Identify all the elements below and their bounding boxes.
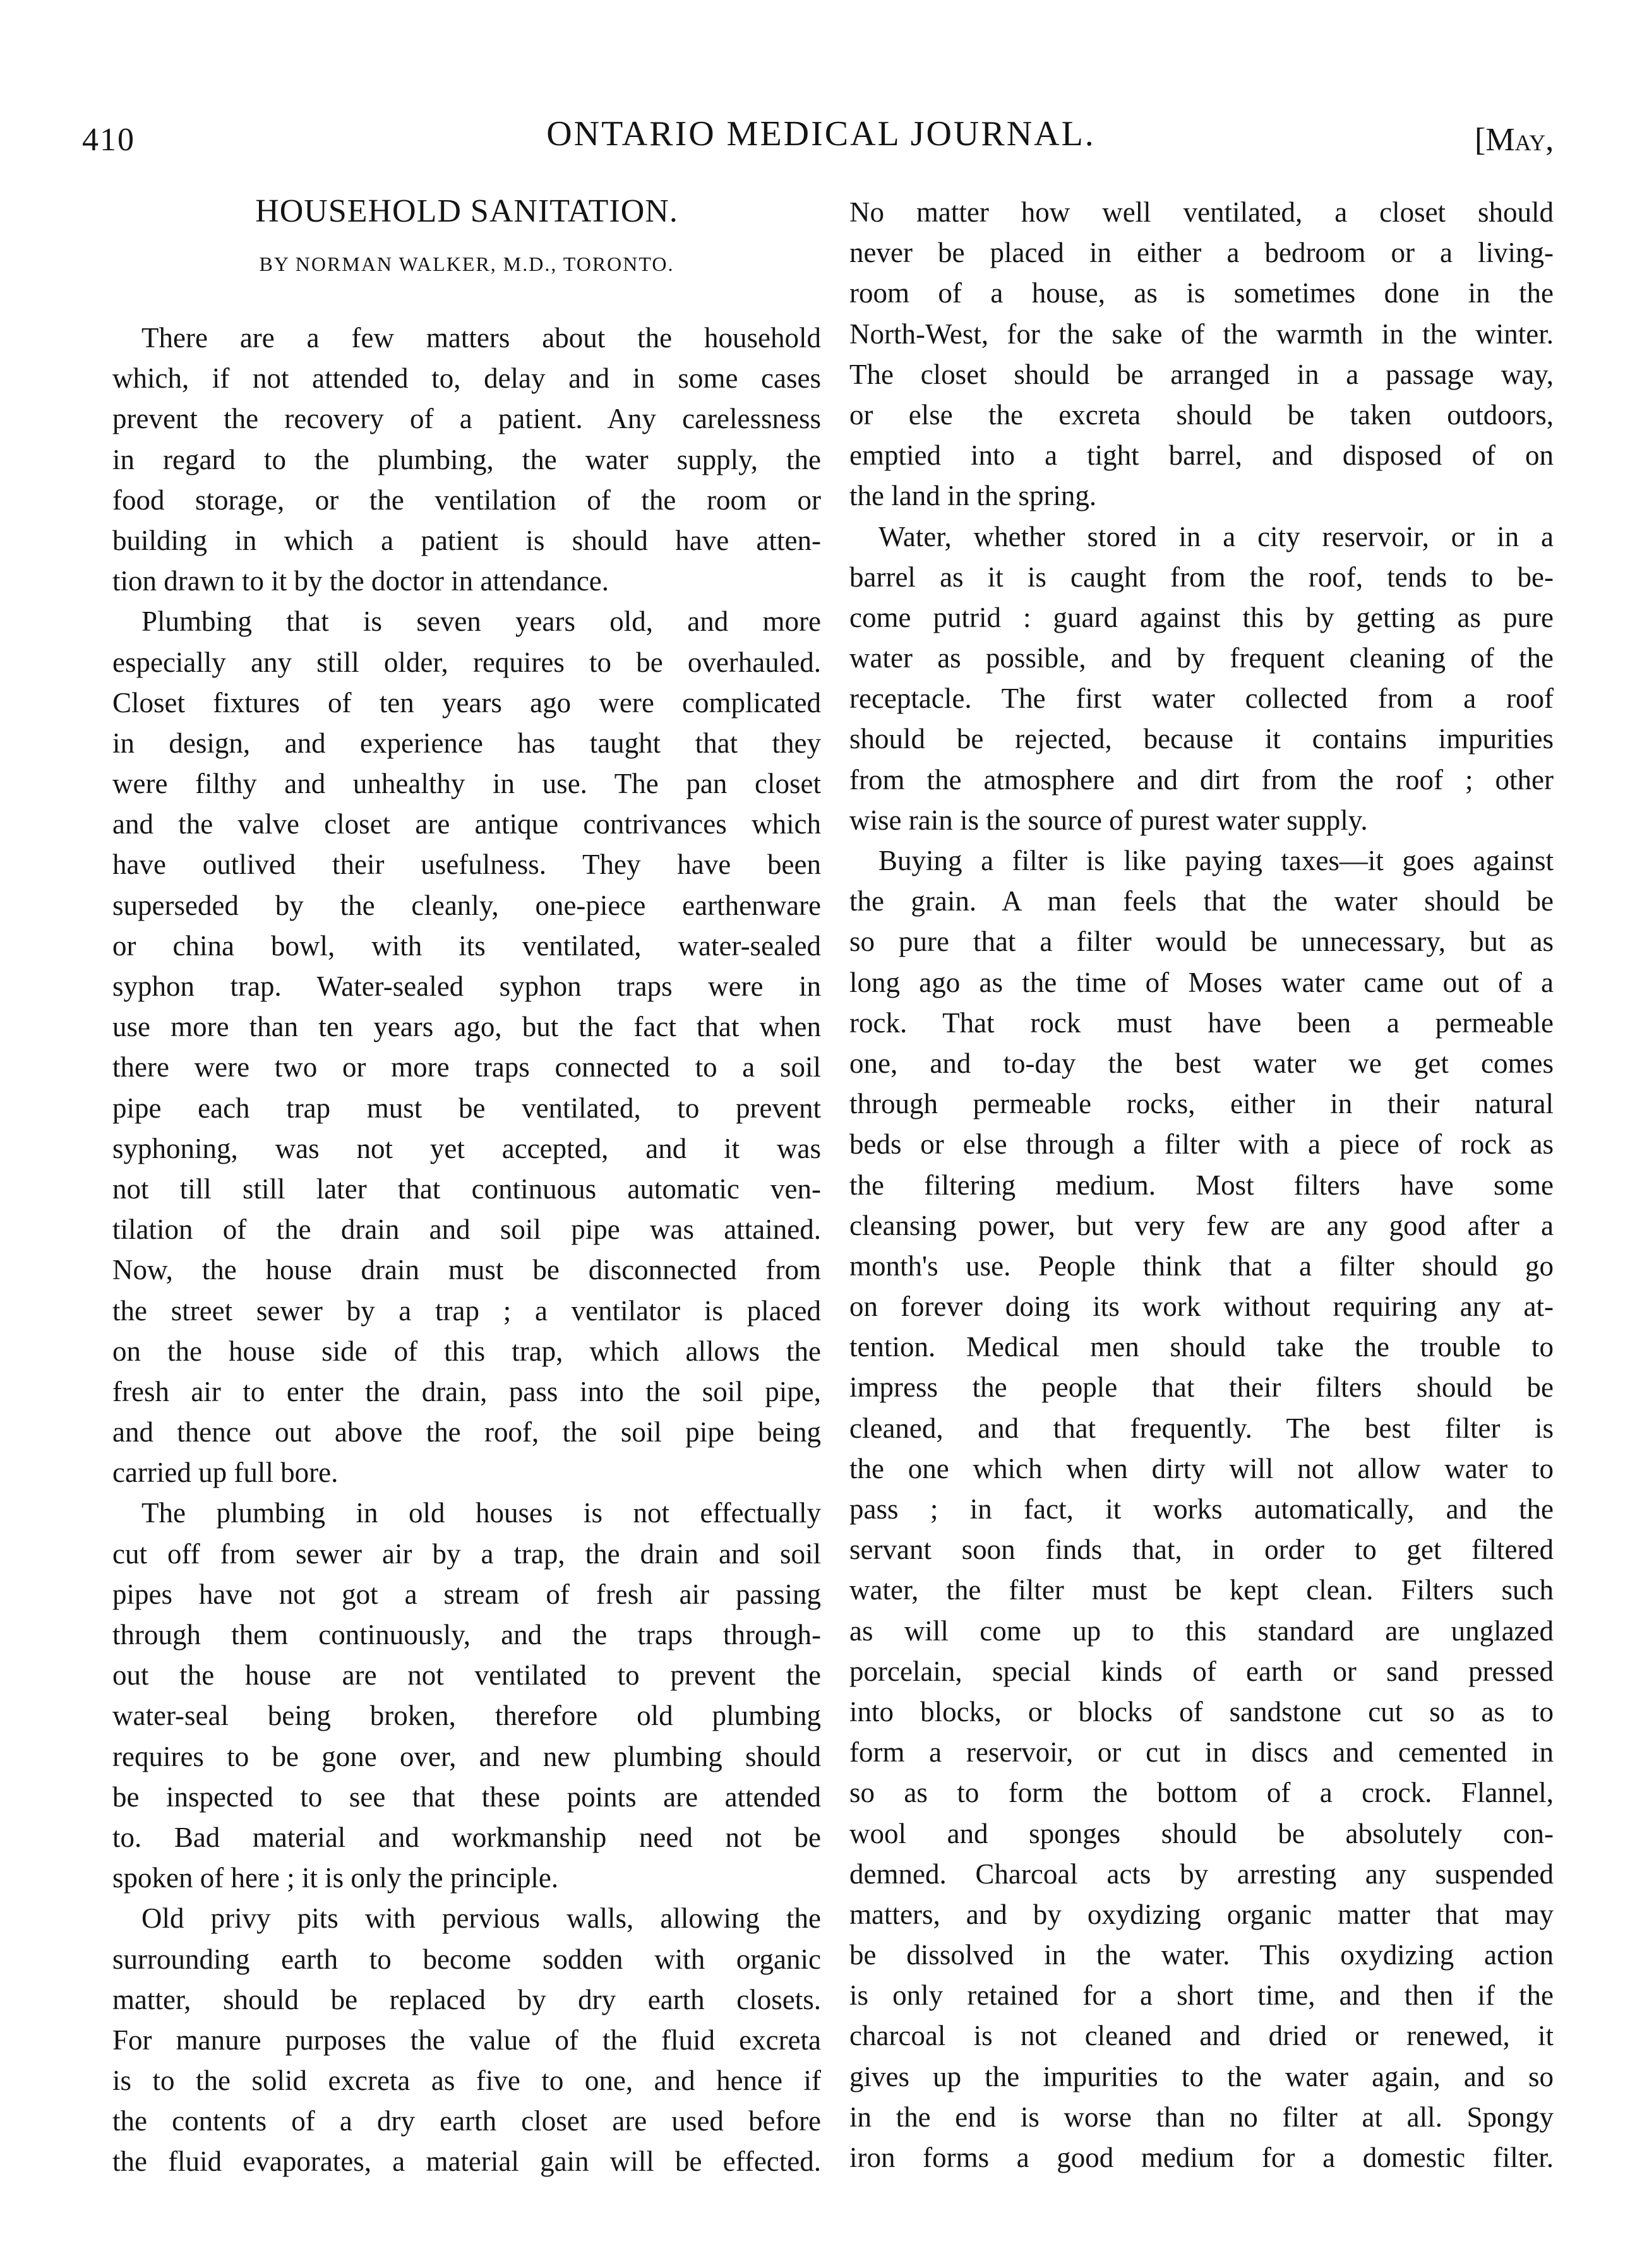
text-line: not till still later that continuous automatic ven- [112,1173,821,1205]
text-line: and thence out above the roof, the soil pipe being [112,1416,821,1448]
text-line: receptacle. The first water collected from a roof [849,683,1554,715]
text-line: superseded by the cleanly, one-piece earthenware [112,889,821,921]
text-line: matter, should be replaced by dry earth closets. [112,1983,821,2015]
text-line: building in which a patient is should have atten- [112,524,821,556]
text-line: syphon trap. Water-sealed syphon traps were in [112,970,821,1002]
text-line: the contents of a dry earth closet are used before [112,2105,821,2137]
text-line: wise rain is the source of purest water supply. [849,804,1368,836]
text-line: water as possible, and by frequent cleaning of the [849,642,1554,674]
text-line: pipe each trap must be ventilated, to prevent [112,1092,821,1124]
text-line: beds or else through a filter with a piece of rock as [849,1128,1554,1161]
issue-month: [May, [1475,122,1554,158]
text-line: so pure that a filter would be unnecessary, but as [849,926,1554,958]
text-line: demned. Charcoal acts by arresting any suspended [849,1858,1554,1890]
text-line: Now, the house drain must be disconnected from [112,1254,821,1286]
text-line: through permeable rocks, either in their natural [849,1088,1554,1120]
text-line: be dissolved in the water. This oxydizing action [849,1939,1554,1971]
text-line: servant soon finds that, in order to get filtered [849,1534,1554,1566]
text-line: out the house are not ventilated to prevent the [112,1659,821,1692]
article-byline: BY NORMAN WALKER, M.D., TORONTO. [259,253,674,275]
text-line: the one which when dirty will not allow water to [849,1452,1554,1484]
text-line: month's use. People think that a filter should go [849,1250,1554,1282]
text-line: matters, and by oxydizing organic matter that may [849,1898,1554,1930]
text-line: prevent the recovery of a patient. Any carelessness [112,403,821,435]
text-line: the grain. A man feels that the water should be [849,885,1554,917]
text-line: food storage, or the ventilation of the room or [112,484,821,516]
text-line: so as to form the bottom of a crock. Flannel, [849,1777,1554,1809]
text-line: through them continuously, and the traps through- [112,1619,821,1650]
text-line: Closet fixtures of ten years ago were complicated [112,686,821,719]
text-line: spoken of here ; it is only the principle. [112,1862,559,1894]
text-line: No matter how well ventilated, a closet should [849,196,1554,228]
text-line: tilation of the drain and soil pipe was attained. [112,1214,821,1246]
text-line: form a reservoir, or cut in discs and cemented in [849,1736,1554,1769]
paragraph-start-line: Old privy pits with pervious walls, allowing the [141,1902,821,1935]
paragraph-start-line: Plumbing that is seven years old, and more [141,606,821,638]
text-line: emptied into a tight barrel, and disposed of on [849,439,1554,472]
text-line: tention. Medical men should take the trouble to [849,1331,1554,1363]
text-line: cut off from sewer air by a trap, the drain and soil [112,1537,821,1570]
text-line: there were two or more traps connected to a soil [112,1051,821,1083]
running-head [0,114,1642,164]
text-line: cleansing power, but very few are any good after a [849,1209,1554,1241]
text-line: from the atmosphere and dirt from the roof ; other [849,763,1554,796]
text-line: wool and sponges should be absolutely con- [849,1817,1554,1849]
text-line: iron forms a good medium for a domestic filter. [849,2142,1554,2173]
text-line: is only retained for a short time, and then if the [849,1979,1554,2012]
text-line: one, and to-day the best water we get comes [849,1047,1554,1079]
text-line: especially any still older, requires to be overhauled. [112,646,821,678]
text-line: The closet should be arranged in a passage way, [849,358,1554,390]
text-line: barrel as it is caught from the roof, tends to be- [849,561,1554,593]
text-line: requires to be gone over, and new plumbing should [112,1740,821,1772]
text-line: water-seal being broken, therefore old plumbing [112,1700,821,1732]
text-line: the filtering medium. Most filters have some [849,1169,1554,1201]
text-line: use more than ten years ago, but the fact that when [112,1011,821,1043]
text-line: to. Bad material and workmanship need not be [112,1821,821,1853]
text-line: the street sewer by a trap ; a ventilator is placed [112,1294,821,1327]
text-line: tion drawn to it by the doctor in attendance. [112,565,609,597]
text-line: or else the excreta should be taken outdoors, [849,398,1554,431]
text-line: impress the people that their filters should be [849,1371,1554,1404]
text-line: should be rejected, because it contains impurities [849,723,1554,755]
paragraph-start-line: There are a few matters about the household [141,322,821,354]
text-line: in the end is worse than no filter at all. Spongy [849,2101,1554,2133]
paragraph-start-line: Buying a filter is like paying taxes—it goes against [878,845,1554,876]
text-line: were filthy and unhealthy in use. The pan closet [112,768,821,800]
text-line: porcelain, special kinds of earth or sand pressed [849,1655,1554,1687]
text-column-right [849,192,1554,2178]
text-line: pipes have not got a stream of fresh air passing [112,1578,821,1610]
text-line: surrounding earth to become sodden with organic [112,1943,821,1975]
text-line: in regard to the plumbing, the water supply, the [112,443,821,475]
text-line: the fluid evaporates, a material gain will be effected. [112,2146,821,2178]
text-line: on the house side of this trap, which allows the [112,1335,821,1367]
text-line: cleaned, and that frequently. The best filter is [849,1412,1554,1444]
text-line: water, the filter must be kept clean. Filters such [849,1574,1554,1606]
text-line: in design, and experience has taught that they [112,727,821,759]
text-line: fresh air to enter the drain, pass into the soil pipe, [112,1375,821,1407]
text-column-left [112,318,821,2182]
text-line: and the valve closet are antique contrivances which [112,808,821,840]
text-line: syphoning, was not yet accepted, and it was [112,1132,821,1164]
text-line: For manure purposes the value of the fluid excreta [112,2024,821,2056]
text-line: pass ; in fact, it works automatically, and the [849,1493,1554,1525]
text-line: never be placed in either a bedroom or a living- [849,237,1554,269]
text-line: be inspected to see that these points are attended [112,1781,821,1813]
text-line: rock. That rock must have been a permeable [849,1006,1554,1039]
text-line: charcoal is not cleaned and dried or renewed, it [849,2020,1554,2052]
text-line: into blocks, or blocks of sandstone cut so as to [849,1695,1554,1728]
paragraph-start-line: Water, whether stored in a city reservoir, or in a [878,520,1554,552]
text-line: have outlived their usefulness. They have been [112,849,821,881]
page-number: 410 [82,122,135,158]
text-line: on forever doing its work without requiring any at- [849,1291,1554,1323]
text-line: room of a house, as is sometimes done in the [849,277,1554,309]
text-line: North-West, for the sake of the warmth in the winter. [849,318,1554,350]
text-line: carried up full bore. [112,1457,339,1489]
article-title: HOUSEHOLD SANITATION. [255,193,678,229]
text-line: long ago as the time of Moses water came out of a [849,966,1554,998]
paragraph-start-line: The plumbing in old houses is not effectually [141,1497,821,1529]
text-line: the land in the spring. [849,480,1097,512]
text-line: is to the solid excreta as five to one, and hence if [112,2065,821,2097]
text-line: as will come up to this standard are unglazed [849,1614,1554,1647]
text-line: gives up the impurities to the water again, and so [849,2060,1554,2092]
text-line: or china bowl, with its ventilated, water-sealed [112,929,821,962]
journal-title: ONTARIO MEDICAL JOURNAL. [546,114,1096,153]
text-line: which, if not attended to, delay and in some cases [112,362,821,395]
text-line: come putrid : guard against this by getting as pure [849,601,1554,633]
